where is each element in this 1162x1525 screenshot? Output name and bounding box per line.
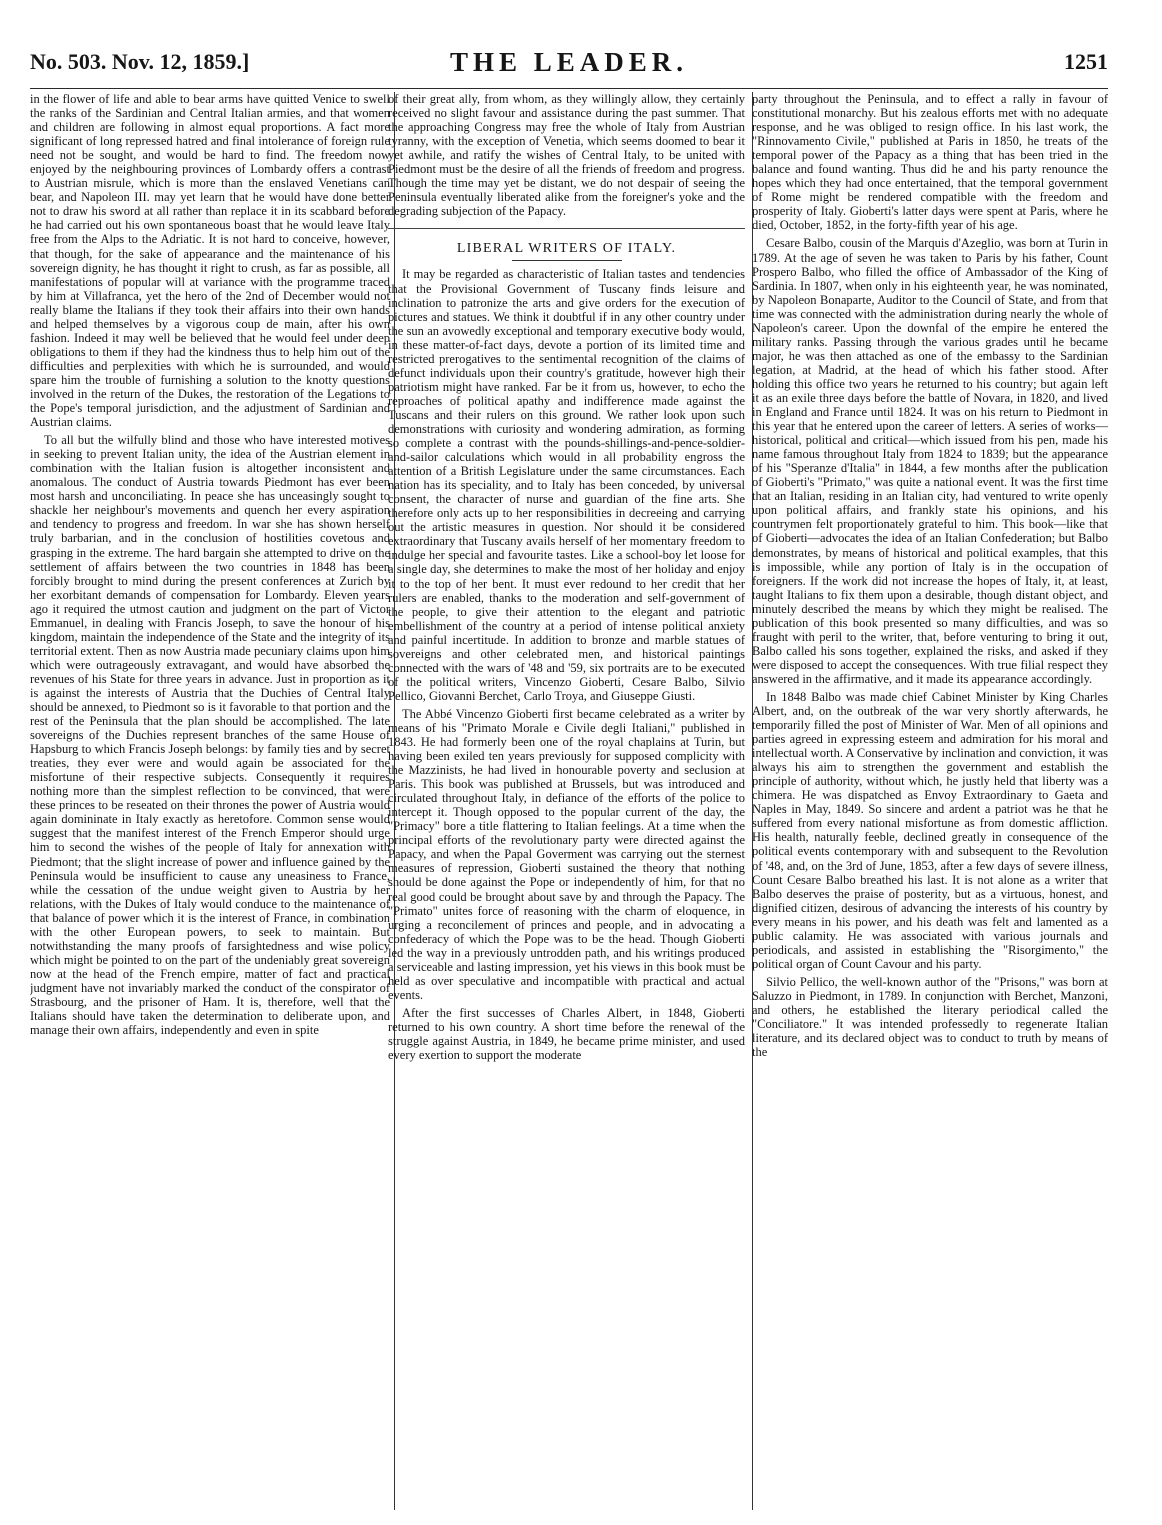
paragraph: After the first successes of Charles Albert, in 1848, Gioberti returned to his own country. A short time before the renewal of the struggle against Austria, in 1849, he became prime minister, and used every exertion to support the moderate — [388, 1005, 745, 1063]
paragraph: of their great ally, from whom, as they willingly allow, they certainly received no slight favour and assistance during the past summer. That the approaching Congress may free the whole of Italy from Austrian tyranny, with the exception of Venetia, which seems doomed to bear it yet awhile, and ratify the wishes of Central Italy, to be united with Piedmont must be the desire of all the friends of freedom and progress. Though the time may yet be distant, we do not despair of seeing the Peninsula eventually liberated alike from the foreigner's yoke and the degrading subjection of the Papacy. — [388, 92, 745, 219]
header-rule — [30, 88, 1108, 89]
column-2 — [388, 92, 745, 1510]
column-1 — [30, 92, 390, 1510]
masthead-title: THE LEADER. — [449, 47, 689, 77]
section-heading: LIBERAL WRITERS OF ITALY. — [456, 241, 677, 257]
heading-rule — [512, 260, 622, 261]
issue-date: No. 503. Nov. 12, 1859.] — [30, 49, 250, 74]
paragraph: Silvio Pellico, the well-known author of the "Prisons," was born at Saluzzo in Piedmont, in 1789. In conjunction with Berchet, Manzoni, and others, he established the literary periodical called the "Conciliatore." It was intended professedly to regenerate Italian literature, and its declared object was to conduct to truth by means of the — [752, 974, 1108, 1060]
paragraph: party throughout the Peninsula, and to effect a rally in favour of constitutional monarchy. But his zealous efforts met with no adequate response, and he was obliged to resign office. In his last work, the "Rinnovamento Civile," published at Paris in 1850, he treats of the temporal power of the Papacy as a thing that has been tried in the balance and found wanting. Thus did he and his party renounce the hopes which they had once entertained, that the temporal government of Rome might be rendered compatible with the freedom and prosperity of Italy. Gioberti's latter days were spent at Paris, where he died, October, 1852, in the forty-fifth year of his age. — [752, 92, 1108, 233]
paragraph: in the flower of life and able to bear arms have quitted Venice to swell the ranks of the Sardinian and Central Italian armies, and that women and children are following in almost equal proportions. A fact more significant of long repressed hatred and final intolerance of foreign rule need not be sought, and would be hard to find. The freedom now enjoyed by the neighbouring provinces of Lombardy offers a contrast to Austrian misrule, which is more than the enslaved Venetians can bear, and Napoleon III. may yet learn that he would have done better not to draw his sword at all rather than replace it in its scabbard before he had carried out his own spontaneous boast that he would leave Italy free from the Alps to the Adriatic. It is not hard to conceive, however, that though, for the sake of appearance and the maintenance of his sovereign dignity, he has thought it right to crush, as far as possible, all manifestations of popular will at variance with the programme traced by him at Villafranca, yet the hero of the 2nd of December would not really blame the Italians if they took their affairs into their own hands and helped themselves by a vigorous coup de main, after his own fashion. Indeed it may well be believed that he would feel under deep obligations to them if they had the kindness thus to help him out of the difficulties and perplexities with which he is surrounded, and would spare him the trouble of furnishing a solution to the knotty questions involved in the return of the Dukes, the restoration of the Legations to the Pope's temporal jurisdiction, and the adjustment of Sardinian and Austrian claims. — [30, 92, 390, 430]
paragraph: Cesare Balbo, cousin of the Marquis d'Azeglio, was born at Turin in 1789. At the age of seven he was taken to Paris by his father, Count Prospero Balbo, who filled the office of Ambassador of the King of Sardinia. In 1807, when only in his eighteenth year, he was nominated, by Napoleon Bonaparte, Auditor to the Council of State, and from that time was connected with the administration during nearly the whole of Napoleon's career. Upon the downfal of the empire he entered the military ranks. Passing through the various grades until he became major, he was then attached as one of the embassy to the Sardinian legation, at Madrid, at the head of which his father stood. After holding this office two years he returned to his country; but again left it as an exile three days before the battle of Novara, in 1820, and lived in England and France until 1824. It was on his return to Piedmont in this year that he entered upon the career of letters. A series of works—historical, political and critical—which issued from his pen, made his name famous throughout Italy from 1824 to 1839; but the appearance of his "Speranze d'Italia" in 1844, a few months after the publication of Gioberti's "Primato," was quite a national event. It was the first time that an Italian, residing in an Italian city, had ventured to write openly upon political affairs, and frankly state his opinions, and his countrymen felt proportionately grateful to him. This book—like that of Gioberti—advocates the idea of an Italian Confederation; but Balbo demonstrates, by means of historical and political examples, that this is impossible, while any portion of Italy is in the occupation of foreigners. If the work did not increase the hopes of Italy, it, at least, taught Italians to fix them upon a desirable, though distant object, and minutely described the means by which they might be realised. The publication of this book presented so many difficulties, and was so fraught with peril to the writer, that, before venturing to bring it out, Balbo called his sons together, explained the risks, and asked if they were disposed to accept the consequences. With true filial respect they answered in the affirmative, and it made its appearance accordingly. — [752, 236, 1108, 686]
paragraph: In 1848 Balbo was made chief Cabinet Minister by King Charles Albert, and, on the outbreak of the war very shortly afterwards, he temporarily filled the post of Minister of War. Men of all opinions and parties agreed in expressing esteem and admiration for his moral and intellectual worth. A Conservative by inclination and conviction, it was always his aim to strengthen the government and establish the principle of authority, without which, he justly held that liberty was a chimera. He was dispatched as Envoy Extraordinary to Gaeta and Naples in May, 1849. So sincere and ardent a patriot was he that he suffered from every national misfortune as from domestic affliction. His health, naturally feeble, declined greatly in consequence of the political events contemporary with and subsequent to the Revolution of '48, and, on the 3rd of June, 1853, after a few days of severe illness, Count Cesare Balbo breathed his last. It is not alone as a writer that Balbo deserves the praise of posterity, but as a virtuous, honest, and dignified citizen, desirous of advancing the interests of his country by every means in his power, and his death was felt and lamented as a public calamity. He was associated with various journals and periodicals, and assisted in establishing the "Risorgimento," the political organ of Count Cavour and his party. — [752, 689, 1108, 971]
paragraph: To all but the wilfully blind and those who have interested motives in seeking to prevent Italian unity, the idea of the Austrian element in combination with the Italian fusion is altogether inconsistent and anomalous. The conduct of Austria towards Piedmont has ever been most harsh and unconciliating. In peace she has unceasingly sought to shackle her neighbour's movements and quench her every aspiration and tendency to progress and freedom. In war she has shown herself truly barbarian, and in the conclusion of hostilities covetous and grasping in the extreme. The hard bargain she attempted to drive on the settlement of affairs between the two countries in 1848 has been forcibly brought to mind during the present conferences at Zurich by her exorbitant demands of compensation for Lombardy. Eleven years ago it required the utmost caution and judgment on the part of Victor Emmanuel, in dealing with Francis Joseph, to save the honour of his kingdom, maintain the independence of the State and the integrity of its territorial extent. Then as now Austria made pecuniary claims upon him which were outrageously extravagant, and would have absorbed the revenues of his State for three years in advance. Just in proportion as it is against the interests of Austria that the Duchies of Central Italy should be annexed, to Piedmont so is it favorable to that portion and the rest of the Peninsula that the plan should be accomplished. The late sovereigns of the Duchies represent branches of the same House of Hapsburg to which Francis Joseph belongs: by family ties and by secret treaties, they ever were and would again be associated for the misfortune of their respective subjects. Consequently it requires nothing more than the simplest reflection to be convinced, that were these princes to be reseated on their thrones the power of Austria would again domininate in Italy exactly as heretofore. Common sense would suggest that the manifest interest of the French Emperor should urge him to second the wishes of the people of Italy for annexation with Piedmont; that the slight increase of power and influence gained by the Peninsula would be insufficient to cause any uneasiness to France, while the cessation of the undue weight given to Austria by her relations, with the Dukes of Italy would conduce to the maintenance of that balance of power which it is the interest of France, in combination with the other European powers, to seek to maintain. But notwithstanding the many proofs of farsightedness and wise policy which might be pointed to on the part of the undeniably great sovereign now at the head of the French empire, matter of fact and practical judgment have not invariably marked the conduct of the conspirator of Strasbourg, and the prisoner of Ham. It is, therefore, well that the Italians should have taken the determination to deliberate upon, and manage their own affairs, independently and even in spite — [30, 433, 390, 1038]
paragraph: It may be regarded as characteristic of Italian tastes and tendencies that the Provisional Government of Tuscany finds leisure and inclination to patronize the arts and give orders for the execution of pictures and statues. We think it doubtful if in any other country under the sun an avowedly exceptional and temporary executive body would, in these matter-of-fact days, devote a portion of its limited time and restricted prerogatives to the sentimental recognition of the claims of defunct individuals upon their country's gratitude, however high their patriotism might have ranked. Far be it from us, however, to echo the reproaches of political apathy and indifference made against the Tuscans and their rulers on this ground. We rather look upon such demonstrations with curiosity and wondering admiration, as forming so complete a contrast with the pounds-shillings-and-pence-soldier-and-sailor calculations which would in all probability engross the attention of a British Legislature under the same circumstances. Each nation has its speciality, and to Italy has been conceded, by universal consent, the character of nurse and guardian of the fine arts. She therefore only acts up to her responsibilities in decreeing and carrying out the artistic measures in question. Nor should it be considered extraordinary that Tuscany avails herself of her momentary freedom to indulge her special and favourite tastes. Like a school-boy let loose for a single day, she determines to make the most of her holiday and enjoy it to the top of her bent. It must ever redound to her credit that her rulers are enabled, thanks to the moderation and self-government of the people, to give their attention to the elegant and patriotic embellishment of the country at a period of intense political anxiety and painful incertitude. In addition to bronze and marble statues of sovereigns and other celebrated men, and historical paintings connected with the wars of '48 and '59, six portraits are to be executed of the political writers, Vincenzo Gioberti, Cesare Balbo, Silvio Pellico, Giovanni Berchet, Carlo Troya, and Giuseppe Giusti. — [388, 267, 745, 703]
column-3 — [752, 92, 1108, 1510]
section-separator — [388, 228, 745, 230]
paragraph: The Abbé Vincenzo Gioberti first became celebrated as a writer by means of his "Primato Morale e Civile degli Italiani," published in 1843. He had formerly been one of the royal chaplains at Turin, but having been exiled ten years previously for supposed complicity with the Mazzinists, he had lived in honourable poverty and seclusion at Paris. This book was published at Brussels, but was introduced and circulated throughout Italy, in defiance of the efforts of the police to intercept it. Though opposed to the popular current of the day, the "Primacy" bore a title flattering to Italian feelings. At a time when the principal efforts of the revolutionary party were directed against the Papacy, and when the Papal Goverment was carrying out the sternest measures of repression, Gioberti sustained the theory that nothing should be done against the Pope or independently of him, for that no real good could be brought about save by and through the Papacy. The "Primato" unites force of reasoning with the charm of eloquence, in urging a reconcilement of princes and people, and in advocating a confederacy of which the Pope was to be the head. Though Gioberti led the way in a previously untrodden path, and his writings produced a serviceable and lasting impression, yet his views in this book must be held as over speculative and incompatible with practical and actual events. — [388, 706, 745, 1002]
page-number: 1251 — [1064, 49, 1108, 74]
page-header — [30, 38, 1108, 86]
